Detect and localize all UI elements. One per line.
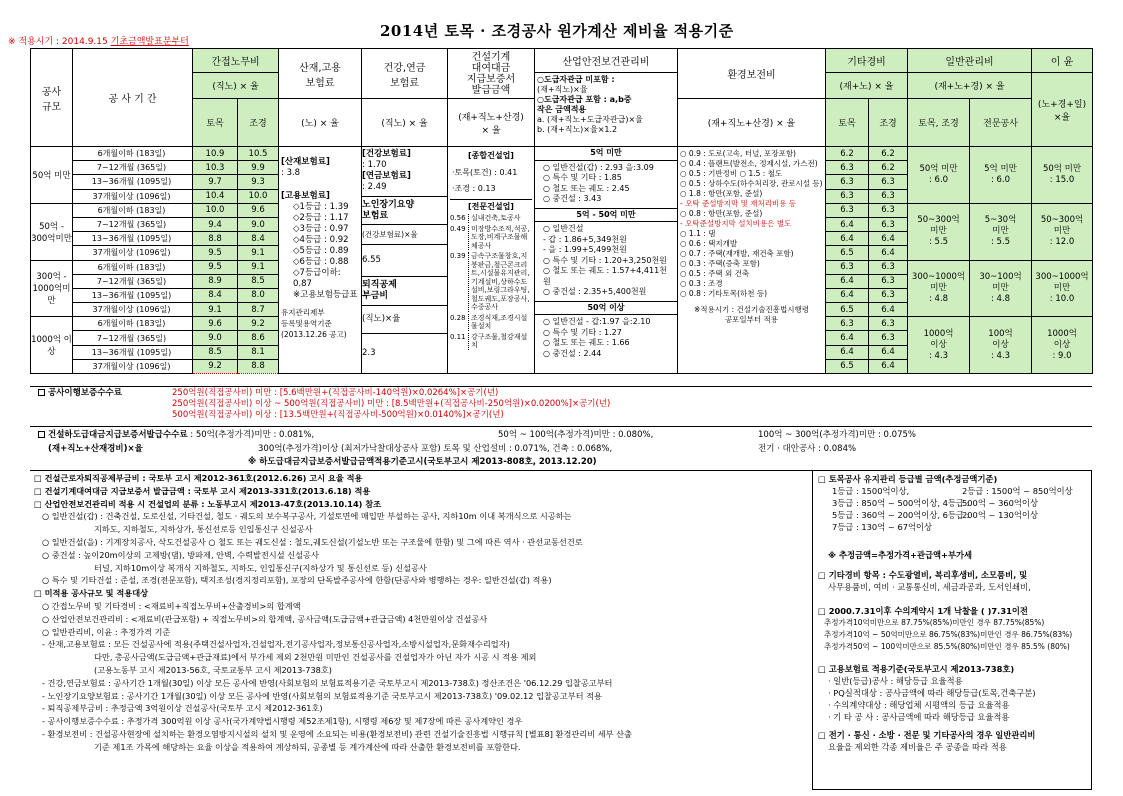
indirect-landscape-value: 8.7: [238, 303, 279, 317]
header-indirect-formula: (직노) × 율: [193, 73, 279, 99]
env-item: ○ 0.7 : 주택(재개발, 재건축 포함): [680, 249, 794, 258]
note-line: ○ 일반건설(갑) : 건축건설, 도로신설, 기타건설, 철도 · 궤도의 보수복구공사, 기설토면에 매입만 부설하는 공사, 지하10m 이내 복개식으로 시공하는: [42, 511, 572, 522]
scale-label: 1000억 이상: [31, 317, 73, 374]
other-civil-value: 6.4: [826, 274, 869, 288]
other-civil-value: 6.4: [826, 288, 869, 302]
machine-spec-item: [450, 314, 532, 331]
indirect-civil-value: 9.0: [193, 331, 238, 345]
other-landscape-value: 6.3: [869, 288, 908, 302]
maintenance-grade: 3등급 : 850억 ~ 500억이상, 4등급 :: [832, 498, 970, 508]
other-civil-value: 6.3: [826, 175, 869, 189]
rates-table: [30, 48, 1093, 374]
header-general-civil: 토목, 조경: [908, 99, 970, 147]
general-civil-rate: 50억 미만 : 6.0: [908, 147, 970, 204]
employment-line: · 기 타 공 사 : 공사금액에 따라 해당등급 요율적용: [828, 712, 1010, 722]
safety-formula-line: 작은 금액적용: [537, 105, 587, 114]
subcontract-rate: 전기 · 대안공사 : 0.084%: [758, 444, 857, 454]
profit-rate: 50~300억 미만 : 12.0: [1032, 203, 1093, 260]
indirect-civil-value: 10.0: [193, 203, 238, 217]
safety-items: [535, 161, 677, 209]
env-item: ○ 0.5 : 기반정비 ○ 1.5 : 철도: [680, 169, 783, 178]
other-landscape-value: 6.3: [869, 317, 908, 331]
note-line: - 산재,고용보험료 : 모든 건설공사에 적용(주택건설사업자,건설업자,전기공사업자,정보통신공사업자,소방시설업자,문화재수리업자): [42, 639, 510, 650]
note-line: ○ 산업안전보건관리비 : <재료비(관급포함) + 직접노무비>의 합계액, 공사금액(도급금액+관급금액) 4천만원이상 건설공사: [42, 613, 488, 624]
employment-title: □ 고용보험료 적용기준(국토부고시 제2013-738호): [818, 664, 1015, 674]
safety-item: - 을 : 1.99+5,499천원: [543, 245, 627, 254]
safety-bracket: 50억 이상: [535, 302, 677, 316]
indirect-landscape-value: 9.3: [238, 175, 279, 189]
header-civil: 토목: [193, 99, 238, 147]
header-env-formula: (재+직노+산경) × 율: [678, 99, 826, 147]
header-health-formula: (직노) × 율: [362, 99, 448, 147]
header-other: 기타경비: [826, 49, 908, 73]
industrial-employment-cell: [279, 147, 362, 374]
safety-bracket: 5억 미만: [535, 147, 677, 161]
indirect-civil-value: 8.5: [193, 345, 238, 359]
health-label: [건강보험료]: [362, 149, 411, 159]
period-cell: 13~36개월 (1095일): [73, 288, 193, 302]
other-civil-value: 6.4: [826, 345, 869, 359]
employment-label: [고용보험료]: [281, 191, 330, 201]
maintenance-title: □ 토목공사 유지관리 등급별 금액(추정금액기준): [818, 474, 998, 484]
period-cell: 7~12개월 (365일): [73, 161, 193, 175]
subcontract-rate: : 50억(추정가격)미만 : 0.081%,: [190, 430, 315, 440]
other-civil-value: 6.2: [826, 147, 869, 161]
other-landscape-value: 6.4: [869, 345, 908, 359]
indirect-civil-value: 9.2: [193, 359, 238, 373]
env-item: ○ 0.8 : 기타토목(하천 등): [680, 289, 768, 298]
header-indirect-labor: 간접노무비: [193, 49, 279, 73]
period-cell: 6개월이하 (183일): [73, 260, 193, 274]
notes-section: [34, 472, 632, 754]
indirect-civil-value: 9.1: [193, 303, 238, 317]
employment-grade: ※고용보험등급표: [293, 290, 358, 300]
note-line: □ 미적용 공사규모 및 적용대상: [34, 588, 149, 599]
header-scale: 공사 규모: [31, 49, 73, 147]
machine-spec-item: [450, 214, 532, 223]
machine-comp-label: [종합건설업]: [468, 151, 514, 160]
retire-value: 2.3: [362, 348, 376, 358]
other-civil-value: 6.3: [826, 161, 869, 175]
period-cell: 37개월이상 (1096일): [73, 359, 193, 373]
general-civil-rate: 300~1000억 미만 : 4.8: [908, 260, 970, 317]
general-civil-rate: 50~300억 미만 : 5.5: [908, 203, 970, 260]
env-item: ○ 1.1 : 댐: [680, 229, 716, 238]
indirect-landscape-value: 8.8: [238, 359, 279, 373]
other-landscape-value: 6.4: [869, 303, 908, 317]
period-cell: 37개월이상 (1096일): [73, 303, 193, 317]
other-landscape-value: 6.2: [869, 161, 908, 175]
safety-item: ○ 일반건설(갑) : 2.93 을:3.09: [543, 162, 654, 172]
other-civil-value: 6.4: [826, 217, 869, 231]
header-other-landscape: 조경: [869, 99, 908, 147]
env-item: ○ 0.9 : 도로(고속, 터널, 포장포함): [680, 149, 796, 158]
labor-note: 유지관리제부 등록및용역기준 (2013.12.26 공고): [281, 308, 347, 339]
indirect-civil-value: 10.4: [193, 189, 238, 203]
other-civil-value: 6.3: [826, 260, 869, 274]
health-value: : 1.70: [362, 160, 387, 170]
note-line: □ 건설기계대여대금 지급보증서 발급금액 : 국토부 고시 제2013-331호(2013.6.18) 적용: [34, 485, 371, 496]
indirect-landscape-value: 8.1: [238, 345, 279, 359]
indirect-landscape-value: 9.2: [238, 317, 279, 331]
header-health: 건강,연금 보험료: [362, 49, 448, 99]
env-item: ○ 0.8 : 항만(포함, 준설): [680, 209, 763, 218]
safety-formula-line: (재+직노)×율: [537, 85, 588, 94]
health-pension-cell: [362, 147, 448, 374]
safety-item: ○ 철도 또는 궤도 : 1.66: [543, 338, 630, 347]
machine-spec-item: [450, 333, 532, 350]
subcontract-formula: (재+직노+산재경비)×율: [48, 444, 143, 454]
other-civil-value: 6.5: [826, 246, 869, 260]
safety-item: ○ 일반건설 - 갑:1.97 을:2.10: [543, 317, 651, 326]
other-landscape-value: 6.3: [869, 331, 908, 345]
header-period: 공 사 기 간: [73, 49, 193, 147]
indirect-civil-value: 10.9: [193, 147, 238, 161]
machine-spec-rate: 0.39: [450, 252, 466, 260]
subcontract-rate: 50억 ~ 100억(추정가격)미만 : 0.080%,: [498, 430, 654, 440]
machine-comp-item: ·토목(토건) : 0.41: [452, 167, 518, 177]
profit-rate: 300~1000억 미만 : 10.0: [1032, 260, 1093, 317]
other-landscape-value: 6.3: [869, 189, 908, 203]
note-line: - 건강,연금보험료 : 공사기간 1개월(30일) 이상 모든 공사에 반영(사회보험의 보험료적용기준 국토부고시 제2013-738호) 정산조건은 '06.12.29 입찰공고부터: [42, 677, 613, 688]
subcontract-section: [38, 430, 1088, 468]
other-civil-value: 6.5: [826, 303, 869, 317]
env-item: ○ 0.5 : 상하수도(하수처리장, 관로시설 등): [680, 179, 823, 188]
note-line: ○ 간접노무비 및 기타경비 : <재료비+직접노무비+산출경비>의 합계액: [42, 600, 301, 611]
env-item: ○ 0.4 : 플랜트(발전소, 정제시설, 가스전): [680, 159, 818, 168]
other-landscape-value: 6.3: [869, 260, 908, 274]
indirect-landscape-value: 10.0: [238, 189, 279, 203]
env-item: - 오탁 준설방지막 및 재처리비용 등: [680, 199, 797, 208]
header-general-formula: (재+노+경) × 율: [908, 73, 1032, 99]
note-line: - 퇴직공제부금비 : 추정금액 3억원이상 건설공사(국토부 고시 제2012-361호): [42, 703, 323, 714]
ltc-formula: (건강보험료)×율: [362, 224, 447, 245]
other-civil-value: 6.4: [826, 331, 869, 345]
machine-spec-type: 미장방수조적,석공,도장,비계구조물해체공사: [468, 225, 532, 251]
maintenance-grade: 5등급 : 360억 ~ 200억이상, 6등급 :: [832, 510, 970, 520]
env-note: ※적용시기 : 건설기술진흥법시행령 공포일부터 적용: [693, 305, 809, 324]
machine-spec-type: 실내건축,토공사: [468, 214, 521, 223]
safety-formula-line: ○도급자관급 미포함 :: [537, 75, 615, 84]
machine-spec-rate: 0.56: [450, 214, 466, 222]
other-landscape-value: 6.3: [869, 274, 908, 288]
warranty-line: 500억원(직접공사비) 이상 : [13.5백만원+(직접공사비-500억원)×0.0140%]×공기(년): [172, 410, 504, 420]
profit-rate: 1000억 이상 : 9.0: [1032, 317, 1093, 374]
warranty-section: [38, 388, 122, 399]
period-cell: 6개월이하 (183일): [73, 203, 193, 217]
contract-line: 추정가격10억미만으로 87.75%(85%)미만인 경우 87.75%(85%): [824, 618, 1045, 627]
indirect-landscape-value: 8.4: [238, 232, 279, 246]
employment-grade: ◇3등급 : 0.97: [293, 224, 349, 234]
period-cell: 7~12개월 (365일): [73, 331, 193, 345]
subcontract-label: 건설하도급대금지급보증서발급수수료: [48, 430, 188, 440]
profit-rate: 50억 미만 : 15.0: [1032, 147, 1093, 204]
right-notes: [818, 473, 1073, 753]
contract-title: □ 2000.7.31이후 수의계약시 1개 낙찰율 ( )7.31이전: [818, 606, 1028, 616]
note-line: - 노인장기요양보험료 : 공사기간 1개월(30일) 이상 모든 공사에 반영(사회보험의 보험료적용기준 국토부고시 제2013-738호) '09.02.12 입찰공고부터 적용: [42, 690, 602, 701]
industrial-label: [산재보험료]: [281, 157, 330, 167]
safety-item: - 갑 : 1.86+5,349천원: [543, 234, 627, 244]
safety-item: ○ 중건설 : 3.43: [543, 194, 602, 203]
header-machine: 건설기계 대여대금 지급보증서 발급금액: [448, 49, 535, 99]
subcontract-rate: 300억(추정가격)이상 (최저가낙찰대상공사 포함) 토목 및 산업설비 : 0.071%, 건축 : 0.068%,: [258, 444, 613, 454]
safety-item: ○ 철도 또는 궤도 : 2.45: [543, 183, 630, 193]
indirect-civil-value: 9.4: [193, 217, 238, 231]
header-env: 환경보전비: [678, 49, 826, 99]
note-line: ○ 일반건설(을) : 기계장치공사, 삭도건설공사 ○ 철도 또는 궤도신설 : 철도,궤도신설(기설노반 또는 구조물에 한함) 및 그에 따른 역사 · 관선교동선건로: [42, 536, 583, 547]
safety-formula-line: ○도급자관급 포함 : a,b중: [537, 95, 632, 104]
safety-item: ○ 일반건설: [543, 224, 584, 233]
effective-date-note: 기초금액발표분부터: [110, 37, 189, 47]
header-industrial-formula: (노) × 율: [279, 99, 362, 147]
indirect-landscape-value: 8.5: [238, 274, 279, 288]
env-item: ○ 1.8 : 항만(포함, 준설): [680, 189, 763, 198]
employment-grade: ◇1등급 : 1.39: [293, 202, 349, 212]
machine-spec-item: [450, 225, 532, 251]
warranty-lines: [172, 388, 610, 421]
note-line: 다만, 총공사금액(도급금액+관급재료)에서 부가세 제외 2천만원 미만인 건설공사를 건설업자가 아닌 자가 시공 시 적용 제외: [94, 652, 537, 663]
safety-formula: [535, 73, 678, 147]
header-industrial: 산재,고용 보험료: [279, 49, 362, 99]
note-line: □ 건설근로자퇴직공제부금비 : 국토부 고시 제2012-361호(2012.6.26) 고시 요율 적용: [34, 473, 363, 483]
indirect-civil-value: 8.8: [193, 232, 238, 246]
warranty-line: 250억원(직접공사비) 미만 : [5.6백만원+(직접공사비-140억원)×0.0264%]×공기(년): [172, 388, 499, 398]
subcontract-rate: 100억 ~ 300억(추정가격)미만 : 0.075%: [758, 430, 916, 440]
indirect-civil-value: 9.7: [193, 175, 238, 189]
general-pro-rate: 5~30억 미만 : 5.5: [970, 203, 1032, 260]
note-line: ○ 특수 및 기타건설 : 준설, 조경(전문포함), 택지조성(경지정리포함), 포장의 단독발주공사에 한함(단공사와 병행하는 경우: 일반건설(갑) 적용): [42, 575, 552, 586]
machine-spec-rate: 0.28: [450, 313, 466, 322]
indirect-landscape-value: 9.9: [238, 161, 279, 175]
period-cell: 7~12개월 (365일): [73, 274, 193, 288]
indirect-landscape-value: 9.0: [238, 217, 279, 231]
header-profit-formula: (노+경+일) ×율: [1032, 73, 1093, 147]
employment-line: · 수의계약대상 : 해당업체 시평액의 등급 요율적용: [828, 700, 1010, 710]
maintenance-grade: 2등급 : 1500억 ~ 850억이상: [962, 486, 1073, 496]
safety-cell: [535, 147, 678, 374]
other-expense-text: 사무용품비, 여비 · 교통통신비, 세금과공과, 도서인쇄비,: [828, 582, 1031, 592]
machine-spec-label: [전문건설업]: [450, 199, 532, 213]
maintenance-grade: 1등급 : 1500억이상,: [832, 486, 910, 496]
header-landscape: 조경: [238, 99, 279, 147]
general-pro-rate: 100억 이상 : 4.3: [970, 317, 1032, 374]
note-line: □ 산업안전보건관리비 적용 시 건설업의 분류 : 노동부고시 제2013-47호(2013.10.14) 참조: [34, 498, 382, 509]
maintenance-grade-row: [818, 509, 1073, 521]
other-civil-value: 6.5: [826, 359, 869, 373]
checkbox-icon: [38, 389, 45, 396]
period-cell: 13~36개월 (1095일): [73, 175, 193, 189]
other-landscape-value: 6.4: [869, 359, 908, 373]
indirect-landscape-value: 8.6: [238, 331, 279, 345]
safety-item: ○ 중건설 : 2.44: [543, 348, 602, 358]
machine-spec-type: 강구조물,철강재설치: [468, 333, 532, 350]
indirect-landscape-value: 9.6: [238, 203, 279, 217]
safety-item: ○ 중건설 : 2.35+5,400천원: [543, 287, 647, 296]
scale-label: 50억 - 300억미만: [31, 203, 73, 260]
env-item: ○ 0.6 : 택지개발: [680, 239, 738, 248]
warranty-label: 공사이행보증수수료: [48, 388, 122, 398]
safety-formula-line: a. (재+직노+도급자관급)×율: [537, 115, 643, 124]
footer-text: 요율을 제외한 각종 제비율은 주 공종을 따라 적용: [828, 742, 1007, 752]
maintenance-grade-row: [818, 521, 1073, 533]
period-cell: 37개월이상 (1096일): [73, 189, 193, 203]
header-profit: 이 윤: [1032, 49, 1093, 73]
other-landscape-value: 6.3: [869, 175, 908, 189]
other-expense-title: □ 기타경비 항목 : 수도광열비, 복리후생비, 소모품비, 및: [818, 570, 1028, 580]
employment-grade: ◇7등급이하: 0.87: [293, 268, 341, 289]
indirect-civil-value: 9.5: [193, 246, 238, 260]
machine-cell: [448, 147, 535, 374]
page-title: 2014년 토목 · 조경공사 원가계산 제비율 적용기준: [380, 22, 734, 40]
note-line: - 환경보전비 : 건설공사현장에 설치하는 환경오염방지시설의 설치 및 운영에 소요되는 비용(환경보전비) 관련 건설기술진흥법 시행규칙 [별표8] 환경관리비 세부 산출: [42, 728, 632, 739]
footer-title: □ 전기 · 통신 · 소방 · 전문 및 기타공사의 경우 일반관리비: [818, 730, 1036, 740]
subcontract-reference: ※ 하도급대금지급보증서발급금액적용기준고시(국토부고시 제2013-808호, 2013.12.20): [248, 457, 597, 467]
safety-items: [535, 315, 677, 362]
other-landscape-value: 6.3: [869, 217, 908, 231]
other-civil-value: 6.3: [826, 189, 869, 203]
scale-label: 50억 미만: [31, 147, 73, 204]
indirect-landscape-value: 10.5: [238, 147, 279, 161]
effective-date-text: ※ 적용시기 : 2014.9.15: [8, 37, 108, 47]
contract-line: 추정가격50억 ~ 100억미만으로 85.5%(80%)미만인 경우 85.5% (80%): [824, 642, 1070, 651]
env-item: ○ 0.3 : 조경: [680, 279, 723, 288]
other-landscape-value: 6.2: [869, 147, 908, 161]
employment-line: · 일반(등급)공사 : 해당등급 요율적용: [828, 676, 963, 686]
period-cell: 37개월이상 (1096일): [73, 246, 193, 260]
retire-formula: (직노)×율: [362, 306, 447, 334]
checkbox-icon: [38, 431, 45, 438]
indirect-civil-value: 8.9: [193, 274, 238, 288]
machine-spec-rate: 0.11: [450, 332, 466, 341]
env-cell: [678, 147, 826, 374]
other-landscape-value: 6.3: [869, 203, 908, 217]
maintenance-grade-row: [818, 485, 1073, 497]
period-cell: 13~36개월 (1095일): [73, 345, 193, 359]
pension-value: : 2.49: [362, 182, 447, 197]
machine-spec-type: 금속구조물창호,지붕판금,철근콘크리트,시설물유지관리,기계설비,상하수도설비,보링그라우팅,철도궤도,포장공사,수중공사: [468, 252, 532, 312]
general-civil-rate: 1000억 이상 : 4.3: [908, 317, 970, 374]
warranty-line: 250억원(직접공사비) 이상 ~ 500억원(직접공사비) 미만 : [8.5백만원+(직접공사비-250억원)×0.0200%]×공기(년): [172, 399, 611, 409]
machine-spec-item: [450, 252, 532, 312]
note-line: (고용노동부 고시 제2013-56호, 국토교통부 고시 제2013-738호): [94, 664, 332, 675]
note-line: ○ 중건설 : 높이20m이상의 고제방(댐), 방파제, 안벽, 수력발전시설 신설공사: [42, 549, 319, 560]
indirect-landscape-value: 9.1: [238, 260, 279, 274]
general-pro-rate: 5억 미만 : 6.0: [970, 147, 1032, 204]
maintenance-grade: 200억 ~ 130억이상: [962, 510, 1038, 520]
machine-spec-rate: 0.49: [450, 224, 466, 233]
effective-date: [8, 34, 189, 47]
industrial-value: : 3.8: [281, 168, 301, 178]
employment-grade: ◇6등급 : 0.88: [293, 257, 349, 267]
general-pro-rate: 30~100억 미만 : 4.8: [970, 260, 1032, 317]
employment-line: · PQ실적대상 : 공사금액에 따라 해당등급(토목,건축구분): [828, 688, 1036, 698]
header-general-pro: 전문공사: [970, 99, 1032, 147]
header-other-formula: (재+노) × 율: [826, 73, 908, 99]
env-item: ○ 0.5 : 주택 외 건축: [680, 269, 750, 278]
safety-item: ○ 특수 및 기타 : 1.20+3,250천원: [543, 255, 667, 265]
indirect-landscape-value: 9.1: [238, 246, 279, 260]
retire-label: 퇴직공제 부금비: [362, 277, 447, 306]
other-landscape-value: 6.4: [869, 232, 908, 246]
indirect-civil-value: 10.3: [193, 161, 238, 175]
period-cell: 6개월이하 (183일): [73, 147, 193, 161]
env-item: ○ 0.3 : 주택(증축 포함): [680, 259, 760, 268]
maintenance-grade-row: [818, 497, 1073, 509]
safety-item: ○ 특수 및 기타 : 1.85: [543, 173, 622, 182]
header-machine-formula: (재+직노+산경) × 율: [448, 99, 535, 147]
maintenance-grade: 7등급 : 130억 ~ 67억이상: [832, 522, 933, 532]
other-landscape-value: 6.4: [869, 246, 908, 260]
contract-line: 추정가격10억 ~ 50억미만으로 86.75%(83%)미만인 경우 86.75%(83%): [824, 630, 1073, 639]
other-civil-value: 6.4: [826, 232, 869, 246]
ltc-label: 노인장기요양 보험료: [362, 200, 415, 221]
note-line: - 공사이행보증수수료 : 추정가격 300억원 이상 공사(국가계약법시행령 제52조제1항), 시행령 제6장 및 제7장에 따른 공사계약인 경우: [42, 716, 523, 727]
indirect-landscape-value: 8.0: [238, 288, 279, 302]
safety-item: ○ 철도 또는 궤도 : 1.57+4,411천원: [543, 266, 667, 286]
env-item: - 오탁준설방지막 설치비용은 별도: [680, 219, 792, 228]
machine-spec-type: 조경식재,조경시설물설치: [468, 314, 532, 331]
safety-item: ○ 특수 및 기타 : 1.27: [543, 327, 622, 337]
note-line: 터널, 지하10m이상 복개식 지하철도, 지하도, 인입통신구(지하상가 및 통신선로 등) 신설공사: [94, 562, 427, 573]
other-civil-value: 6.3: [826, 203, 869, 217]
safety-formula-line: b. (재+직노)×율×1.2: [537, 125, 618, 134]
employment-grade: ◇5등급 : 0.89: [293, 246, 349, 256]
header-safety: 산업안전보건관리비: [535, 49, 678, 73]
safety-items: [535, 222, 677, 302]
employment-grade: ◇2등급 : 1.17: [293, 213, 349, 223]
indirect-civil-value: 9.5: [193, 260, 238, 274]
note-line: 기준 제1조 가목에 해당하는 요율 이상을 적용하여 계상하되, 공종별 등 계가계산에 따라 산출한 환경보전비를 포함한다.: [94, 741, 521, 752]
indirect-civil-value: 8.4: [193, 288, 238, 302]
ltc-value: 6.55: [362, 245, 447, 277]
maintenance-note: ※ 추정금액=추정가격+관급액+부가세: [828, 550, 973, 560]
period-cell: 7~12개월 (365일): [73, 217, 193, 231]
other-civil-value: 6.3: [826, 317, 869, 331]
header-other-civil: 토목: [826, 99, 869, 147]
machine-comp-item: ·조경 : 0.13: [452, 184, 496, 193]
note-line: ○ 일반관리비, 이윤 : 추정가격 기준: [42, 626, 171, 637]
indirect-civil-value: 9.6: [193, 317, 238, 331]
note-line: 지하도, 지하철도, 지하상가, 통신선로등 인입통신구 신설공사: [94, 524, 313, 535]
pension-label: [연금보험료]: [362, 171, 411, 181]
period-cell: 13~36개월 (1095일): [73, 232, 193, 246]
safety-bracket: 5억 - 50억 미만: [535, 209, 677, 223]
scale-label: 300억 - 1000억미만: [31, 260, 73, 317]
header-general: 일반관리비: [908, 49, 1032, 73]
maintenance-grade: 500억 ~ 360억이상: [962, 498, 1038, 508]
employment-grade: ◇4등급 : 0.92: [293, 235, 349, 245]
period-cell: 6개월이하 (183일): [73, 317, 193, 331]
maintenance-grades: [818, 485, 1073, 533]
